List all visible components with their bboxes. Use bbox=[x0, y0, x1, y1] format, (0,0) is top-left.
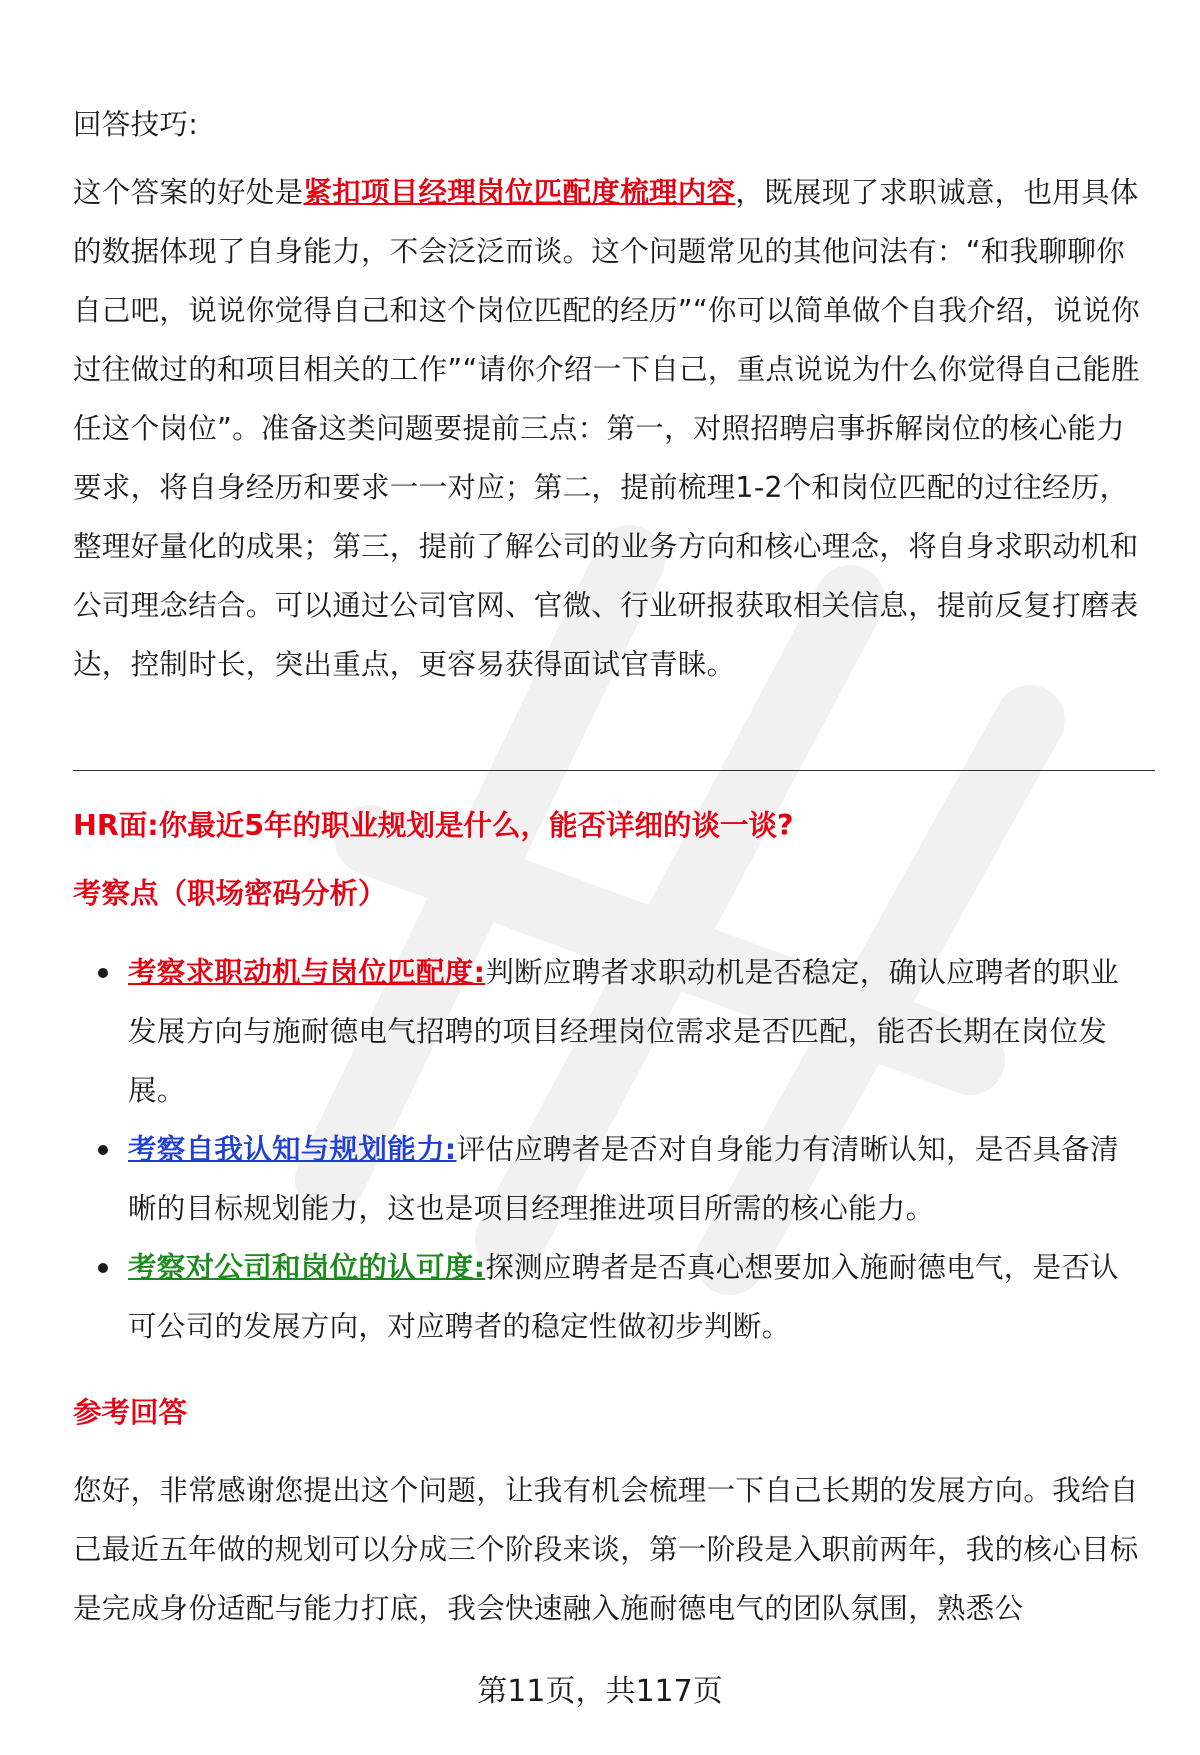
points-list bbox=[128, 943, 1143, 1356]
page-number: 第11页，共117页 bbox=[477, 1674, 723, 1709]
section-divider bbox=[73, 770, 1155, 771]
tips-text-after: ，既展现了求职诚意，也用具体的数据体现了自身能力，不会泛泛而谈。这个问题常见的其他问法有：“和我聊聊你自己吧，说说你觉得自己和这个岗位匹配的经历”“你可以简单做个自我介绍，说说你过往做过的和项目相关的工作”“请你介绍一下自己，重点说说为什么你觉得自己能胜任这个岗位”。准备这类问题要提前三点：第一，对照招聘启事拆解岗位的核心能力要求，将自身经历和要求一一对应；第二，提前梳理1-2个和岗位匹配的过往经历，整理好量化的成果；第三，提前了解公司的业务方向和核心理念，将自身求职动机和公司理念结合。可以通过公司官网、官微、行业研报获取相关信息，提前反复打磨表达，控制时长，突出重点，更容易获得面试官青睐。 bbox=[73, 176, 1140, 681]
point-text: 探测应聘者是否真心想要加入施耐德电气，是否认可公司的发展方向，对应聘者的稳定性做初步判断。 bbox=[128, 1251, 1119, 1343]
point-item-3 bbox=[128, 1238, 1143, 1356]
point-keyword: 考察求职动机与岗位匹配度: bbox=[128, 956, 486, 989]
tips-text-before: 这个答案的好处是 bbox=[73, 176, 304, 209]
answer-paragraph: 您好，非常感谢您提出这个问题，让我有机会梳理一下自己长期的发展方向。我给自己最近五年做的规划可以分成三个阶段来谈，第一阶段是入职前两年，我的核心目标是完成身份适配与能力打底，我会快速融入施耐德电气的团队氛围，熟悉公 bbox=[73, 1474, 1139, 1625]
points-heading: 考察点（职场密码分析） bbox=[73, 877, 387, 910]
tips-highlight: 紧扣项目经理岗位匹配度梳理内容 bbox=[303, 176, 736, 209]
point-text: 判断应聘者求职动机是否稳定，确认应聘者的职业发展方向与施耐德电气招聘的项目经理岗位需求是否匹配，能否长期在岗位发展。 bbox=[128, 956, 1119, 1107]
bullet-dot-icon bbox=[98, 968, 108, 978]
bullet-dot-icon bbox=[98, 1263, 108, 1273]
point-keyword: 考察对公司和岗位的认可度: bbox=[128, 1251, 486, 1284]
answer-heading: 参考回答 bbox=[73, 1396, 188, 1429]
point-item-1 bbox=[128, 943, 1143, 1120]
question-title: HR面:你最近5年的职业规划是什么，能否详细的谈一谈? bbox=[73, 809, 794, 842]
point-keyword: 考察自我认知与规划能力: bbox=[128, 1133, 457, 1166]
point-text: 评估应聘者是否对自身能力有清晰认知，是否具备清晰的目标规划能力，这也是项目经理推进项目所需的核心能力。 bbox=[128, 1133, 1119, 1225]
tips-label: 回答技巧: bbox=[73, 108, 199, 141]
tips-paragraph bbox=[73, 163, 1143, 694]
point-item-2 bbox=[128, 1120, 1143, 1238]
bullet-dot-icon bbox=[98, 1145, 108, 1155]
